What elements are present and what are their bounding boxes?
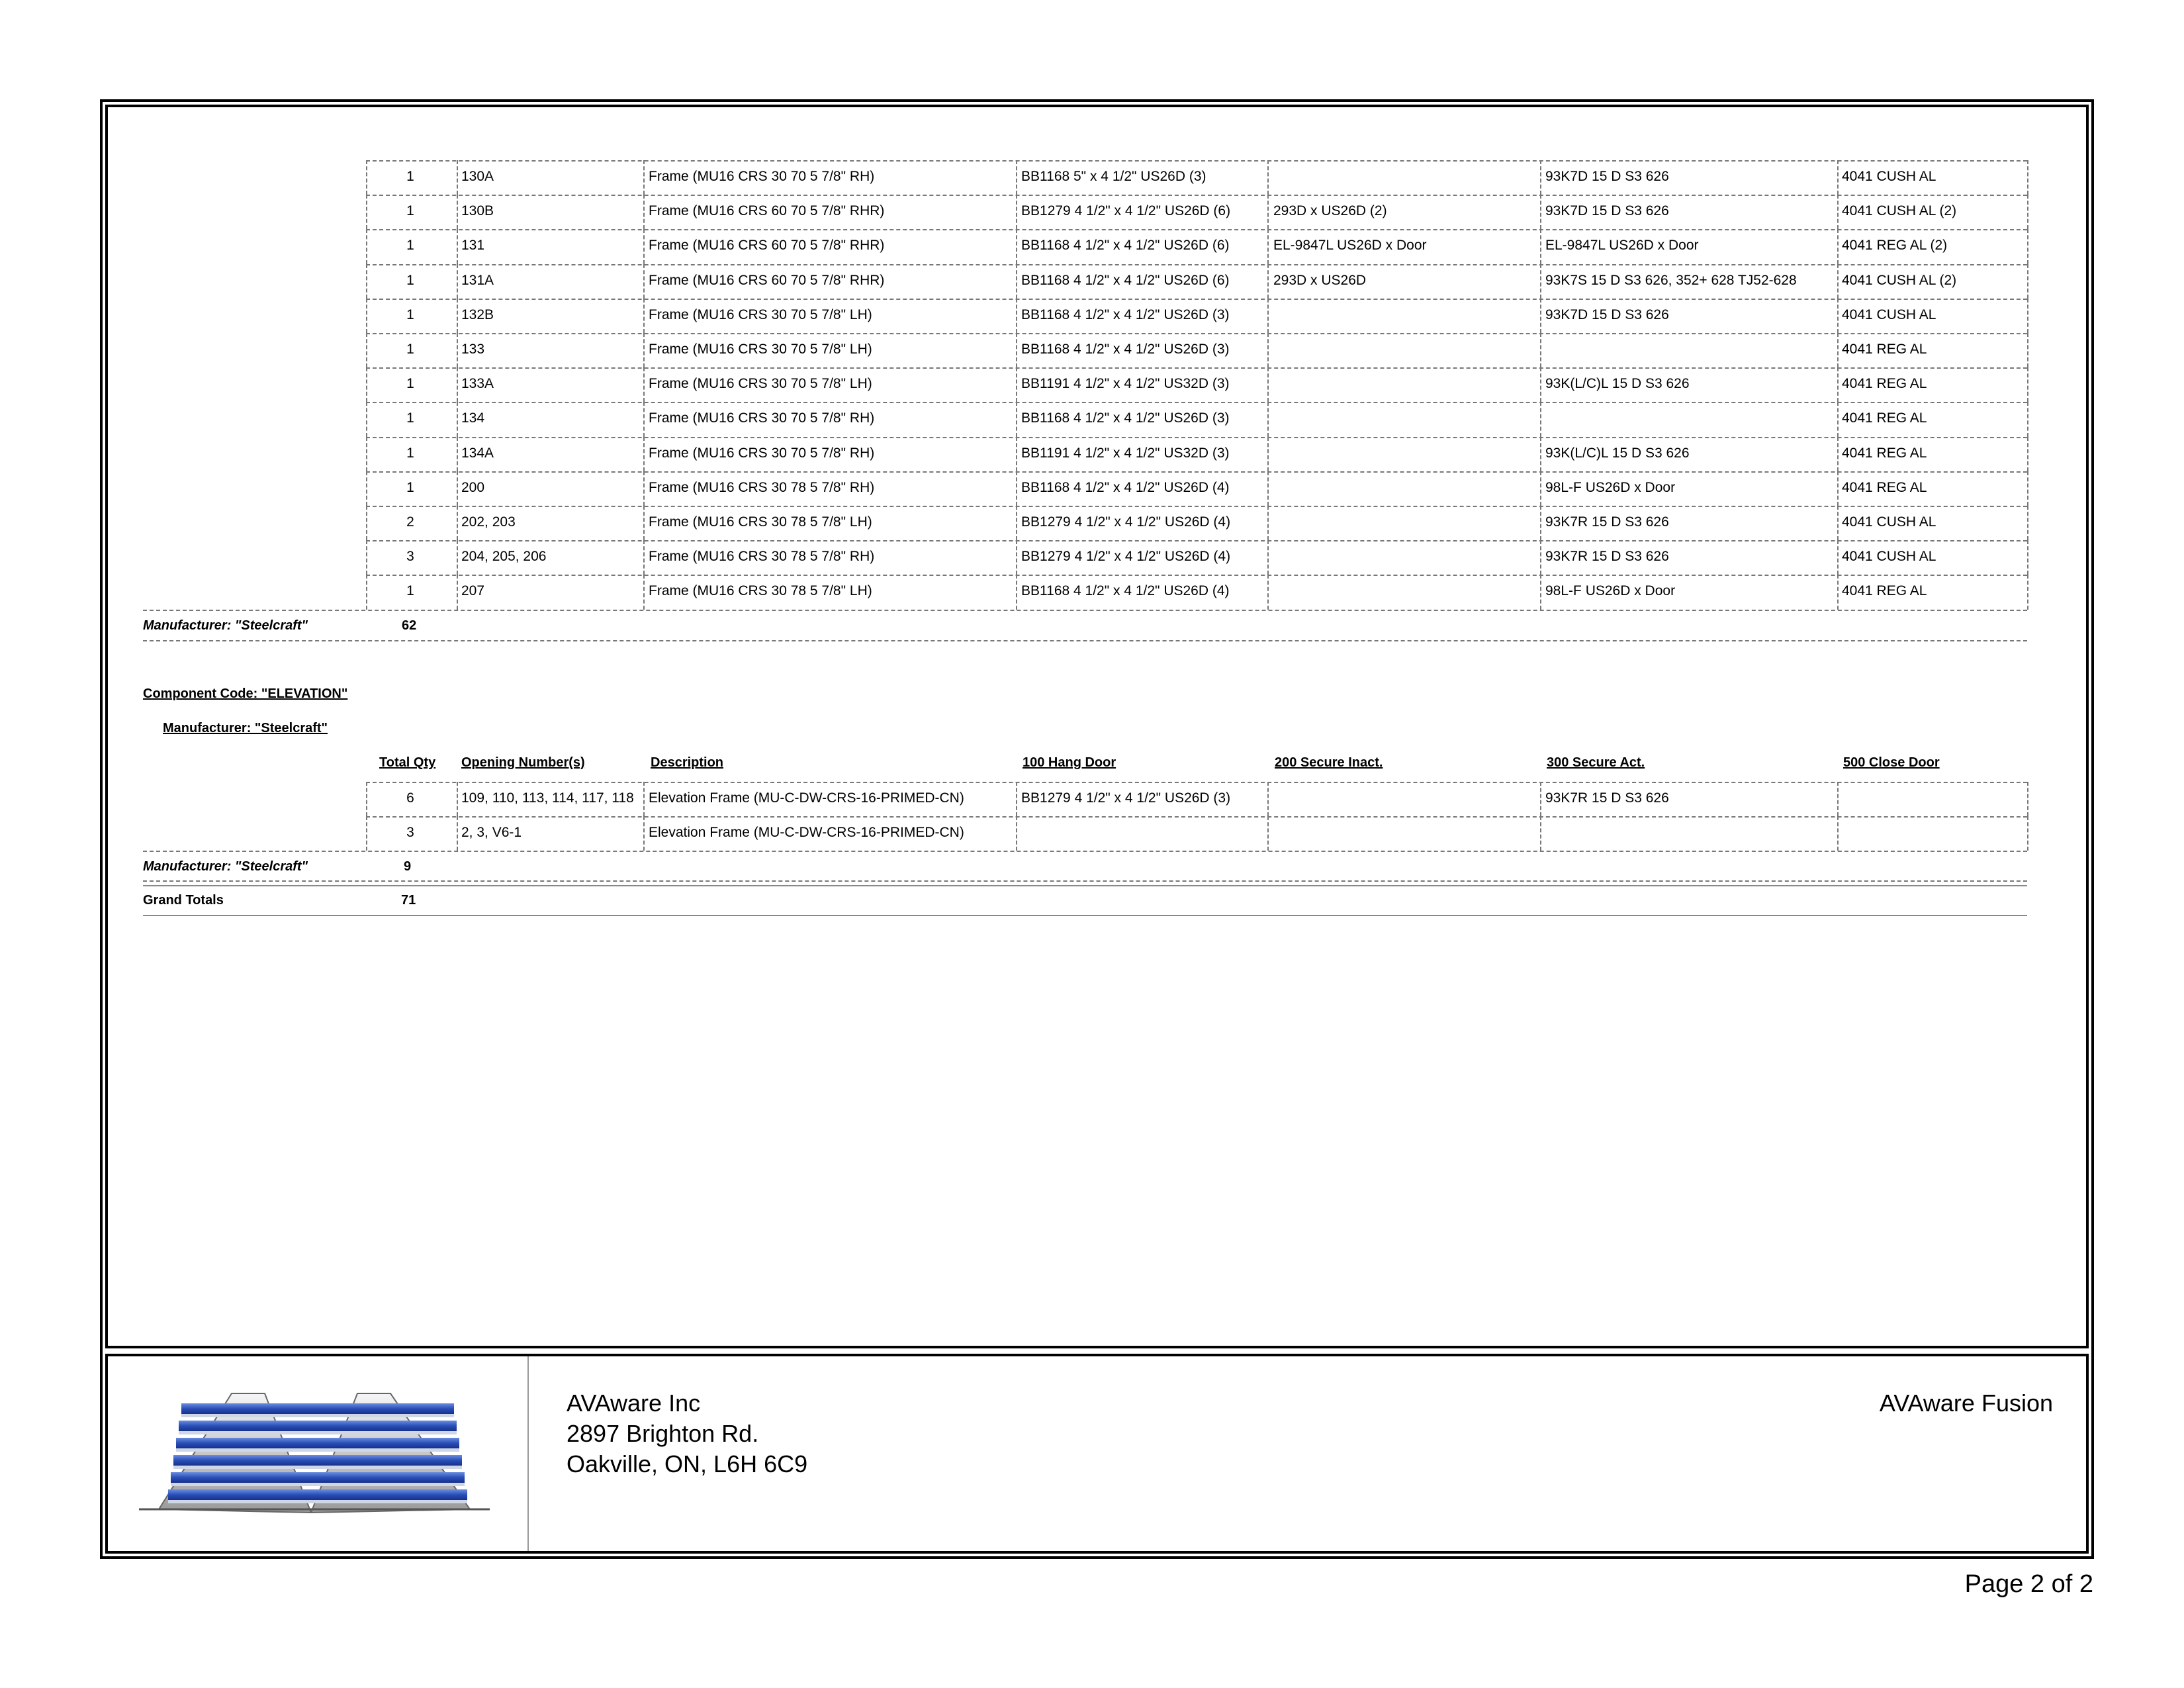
cell-opening: 133A bbox=[461, 376, 494, 392]
column-divider bbox=[1016, 367, 1017, 402]
cell-act: 93K7R 15 D S3 626 bbox=[1545, 790, 1669, 806]
cell-qty: 1 bbox=[406, 445, 414, 461]
column-divider bbox=[366, 437, 367, 471]
cell-desc: Frame (MU16 CRS 30 70 5 7/8" RH) bbox=[649, 445, 875, 461]
column-divider bbox=[643, 160, 645, 195]
column-divider bbox=[1540, 782, 1541, 816]
column-divider bbox=[1016, 264, 1017, 299]
table2-top-line bbox=[366, 782, 2027, 783]
row-divider bbox=[366, 367, 2027, 369]
column-divider bbox=[643, 540, 645, 575]
column-divider bbox=[457, 506, 458, 540]
subtotal2-line bbox=[143, 851, 2027, 852]
cell-desc: Frame (MU16 CRS 30 70 5 7/8" RH) bbox=[649, 410, 875, 426]
cell-qty: 1 bbox=[406, 479, 414, 495]
column-divider bbox=[1540, 575, 1541, 609]
column-divider bbox=[1016, 506, 1017, 540]
product-name: AVAware Fusion bbox=[1879, 1389, 2053, 1417]
cell-inact: 293D x US26D bbox=[1273, 272, 1367, 288]
column-divider bbox=[1837, 229, 1839, 263]
cell-opening: 204, 205, 206 bbox=[461, 549, 547, 565]
column-divider bbox=[2027, 575, 2028, 609]
grand-total-bottom-line bbox=[143, 915, 2027, 916]
column-divider bbox=[1016, 816, 1017, 851]
column-divider bbox=[643, 782, 645, 816]
column-divider bbox=[366, 471, 367, 506]
column-divider bbox=[1267, 333, 1269, 367]
column-divider bbox=[1837, 160, 1839, 195]
column-divider bbox=[366, 402, 367, 436]
column-divider bbox=[366, 195, 367, 229]
column-divider bbox=[1267, 299, 1269, 333]
column-divider bbox=[366, 264, 367, 299]
cell-close: 4041 CUSH AL bbox=[1842, 306, 1936, 322]
column-divider bbox=[643, 264, 645, 299]
column-divider bbox=[1016, 229, 1017, 263]
column-divider bbox=[1837, 195, 1839, 229]
subtotal-value: 62 bbox=[402, 618, 417, 633]
column-divider bbox=[2027, 333, 2028, 367]
column-divider bbox=[457, 782, 458, 816]
cell-close: 4041 CUSH AL (2) bbox=[1842, 203, 1957, 219]
row-divider bbox=[366, 540, 2027, 541]
column-divider bbox=[643, 816, 645, 851]
column-divider bbox=[643, 506, 645, 540]
cell-qty: 2 bbox=[406, 514, 414, 530]
column-divider bbox=[1267, 229, 1269, 263]
subtotal-label: Manufacturer: "Steelcraft" bbox=[143, 618, 308, 633]
column-divider bbox=[2027, 437, 2028, 471]
row-divider bbox=[366, 299, 2027, 300]
row-divider bbox=[366, 471, 2027, 473]
cell-close: 4041 CUSH AL bbox=[1842, 514, 1936, 530]
table-top-line bbox=[366, 160, 2027, 162]
column-divider bbox=[643, 575, 645, 609]
cell-opening: 130B bbox=[461, 203, 494, 219]
column-divider bbox=[643, 299, 645, 333]
cell-opening: 207 bbox=[461, 583, 485, 599]
column-divider bbox=[1267, 816, 1269, 851]
column-divider bbox=[1540, 229, 1541, 263]
row-divider bbox=[366, 506, 2027, 507]
cell-hang: BB1168 4 1/2" x 4 1/2" US26D (3) bbox=[1021, 306, 1230, 322]
subtotal-line bbox=[143, 610, 2027, 611]
row-divider bbox=[366, 229, 2027, 230]
column-divider bbox=[1016, 437, 1017, 471]
cell-close: 4041 REG AL bbox=[1842, 583, 1927, 599]
column-divider bbox=[366, 333, 367, 367]
cell-qty: 1 bbox=[406, 238, 414, 254]
column-header-opening: Opening Number(s) bbox=[461, 755, 585, 770]
footer-divider bbox=[527, 1356, 529, 1551]
cell-close: 4041 REG AL (2) bbox=[1842, 238, 1948, 254]
cell-opening: 200 bbox=[461, 479, 485, 495]
cell-close: 4041 REG AL bbox=[1842, 342, 1927, 357]
cell-close: 4041 REG AL bbox=[1842, 376, 1927, 392]
cell-opening: 134 bbox=[461, 410, 485, 426]
column-divider bbox=[1540, 367, 1541, 402]
cell-act: 93K(L/C)L 15 D S3 626 bbox=[1545, 445, 1690, 461]
cell-desc: Elevation Frame (MU-C-DW-CRS-16-PRIMED-CN) bbox=[649, 825, 964, 841]
row-divider bbox=[366, 816, 2027, 818]
column-divider bbox=[2027, 471, 2028, 506]
cell-hang: BB1168 4 1/2" x 4 1/2" US26D (4) bbox=[1021, 583, 1230, 599]
column-divider bbox=[1267, 782, 1269, 816]
cell-act: 98L-F US26D x Door bbox=[1545, 583, 1676, 599]
cell-hang: BB1191 4 1/2" x 4 1/2" US32D (3) bbox=[1021, 445, 1230, 461]
column-divider bbox=[1267, 506, 1269, 540]
grand-totals-label: Grand Totals bbox=[143, 893, 224, 908]
cell-act: 93K7D 15 D S3 626 bbox=[1545, 169, 1669, 184]
column-divider bbox=[2027, 160, 2028, 195]
column-divider bbox=[366, 575, 367, 609]
cell-qty: 1 bbox=[406, 583, 414, 599]
column-divider bbox=[366, 299, 367, 333]
manufacturer-heading: Manufacturer: "Steelcraft" bbox=[163, 721, 328, 735]
column-divider bbox=[1540, 299, 1541, 333]
column-divider bbox=[1267, 264, 1269, 299]
cell-desc: Elevation Frame (MU-C-DW-CRS-16-PRIMED-CN) bbox=[649, 790, 964, 806]
cell-hang: BB1168 4 1/2" x 4 1/2" US26D (6) bbox=[1021, 272, 1230, 288]
column-divider bbox=[1540, 506, 1541, 540]
column-divider bbox=[457, 575, 458, 609]
cell-act: 93K7D 15 D S3 626 bbox=[1545, 203, 1669, 219]
cell-opening: 131 bbox=[461, 238, 485, 254]
cell-qty: 1 bbox=[406, 410, 414, 426]
cell-opening: 133 bbox=[461, 342, 485, 357]
column-divider bbox=[643, 471, 645, 506]
column-divider bbox=[366, 540, 367, 575]
column-divider bbox=[1016, 195, 1017, 229]
column-divider bbox=[1837, 540, 1839, 575]
column-divider bbox=[1540, 160, 1541, 195]
subtotal2-label: Manufacturer: "Steelcraft" bbox=[143, 859, 308, 874]
cell-close: 4041 REG AL bbox=[1842, 410, 1927, 426]
cell-act: 98L-F US26D x Door bbox=[1545, 479, 1676, 495]
column-divider bbox=[1016, 160, 1017, 195]
column-divider bbox=[1267, 402, 1269, 436]
cell-qty: 1 bbox=[406, 169, 414, 184]
column-divider bbox=[2027, 264, 2028, 299]
column-divider bbox=[1540, 471, 1541, 506]
cell-close: 4041 CUSH AL bbox=[1842, 549, 1936, 565]
cell-qty: 6 bbox=[406, 790, 414, 806]
column-divider bbox=[1837, 333, 1839, 367]
subtotal-bottom-line bbox=[143, 640, 2027, 641]
cell-hang: BB1168 5" x 4 1/2" US26D (3) bbox=[1021, 169, 1206, 184]
cell-desc: Frame (MU16 CRS 30 70 5 7/8" LH) bbox=[649, 376, 872, 392]
column-divider bbox=[366, 506, 367, 540]
column-divider bbox=[1267, 540, 1269, 575]
cell-opening: 130A bbox=[461, 169, 494, 184]
column-divider bbox=[457, 471, 458, 506]
cell-close: 4041 REG AL bbox=[1842, 445, 1927, 461]
column-header-close: 500 Close Door bbox=[1843, 755, 1940, 770]
cell-hang: BB1168 4 1/2" x 4 1/2" US26D (3) bbox=[1021, 410, 1230, 426]
column-divider bbox=[1540, 437, 1541, 471]
column-divider bbox=[366, 367, 367, 402]
row-divider bbox=[366, 195, 2027, 196]
column-divider bbox=[643, 333, 645, 367]
column-divider bbox=[643, 229, 645, 263]
column-divider bbox=[1540, 264, 1541, 299]
column-divider bbox=[1540, 195, 1541, 229]
cell-act: 93K7R 15 D S3 626 bbox=[1545, 514, 1669, 530]
cell-qty: 3 bbox=[406, 549, 414, 565]
column-divider bbox=[1016, 333, 1017, 367]
column-divider bbox=[2027, 229, 2028, 263]
cell-desc: Frame (MU16 CRS 30 70 5 7/8" RH) bbox=[649, 169, 875, 184]
column-divider bbox=[1267, 575, 1269, 609]
column-header-hang: 100 Hang Door bbox=[1023, 755, 1116, 770]
cell-act: 93K7D 15 D S3 626 bbox=[1545, 306, 1669, 322]
column-divider bbox=[2027, 506, 2028, 540]
column-divider bbox=[1016, 299, 1017, 333]
column-divider bbox=[643, 367, 645, 402]
cell-qty: 1 bbox=[406, 203, 414, 219]
column-divider bbox=[1267, 471, 1269, 506]
column-divider bbox=[2027, 402, 2028, 436]
cell-hang: BB1168 4 1/2" x 4 1/2" US26D (4) bbox=[1021, 479, 1230, 495]
column-divider bbox=[457, 195, 458, 229]
column-divider bbox=[457, 367, 458, 402]
column-divider bbox=[1540, 816, 1541, 851]
cell-qty: 3 bbox=[406, 825, 414, 841]
column-divider bbox=[1267, 367, 1269, 402]
column-divider bbox=[1016, 782, 1017, 816]
column-divider bbox=[1540, 402, 1541, 436]
column-divider bbox=[643, 437, 645, 471]
column-divider bbox=[2027, 782, 2028, 816]
cell-act: EL-9847L US26D x Door bbox=[1545, 238, 1699, 254]
row-divider bbox=[366, 333, 2027, 334]
component-code-heading: Component Code: "ELEVATION" bbox=[143, 686, 348, 701]
cell-opening: 132B bbox=[461, 306, 494, 322]
column-divider bbox=[1267, 160, 1269, 195]
column-divider bbox=[1837, 575, 1839, 609]
company-address-line1: 2897 Brighton Rd. bbox=[567, 1420, 759, 1447]
column-divider bbox=[1837, 367, 1839, 402]
cell-hang: BB1279 4 1/2" x 4 1/2" US26D (4) bbox=[1021, 514, 1231, 530]
column-divider bbox=[2027, 816, 2028, 851]
column-divider bbox=[1837, 264, 1839, 299]
column-divider bbox=[457, 229, 458, 263]
cell-qty: 1 bbox=[406, 272, 414, 288]
column-divider bbox=[1016, 540, 1017, 575]
cell-desc: Frame (MU16 CRS 60 70 5 7/8" RHR) bbox=[649, 203, 885, 219]
column-divider bbox=[2027, 195, 2028, 229]
column-divider bbox=[1267, 437, 1269, 471]
column-divider bbox=[457, 333, 458, 367]
column-divider bbox=[457, 264, 458, 299]
cell-opening: 131A bbox=[461, 272, 494, 288]
subtotal2-bottom-line bbox=[143, 880, 2027, 882]
cell-act: 93K7R 15 D S3 626 bbox=[1545, 549, 1669, 565]
cell-desc: Frame (MU16 CRS 30 78 5 7/8" RH) bbox=[649, 479, 875, 495]
cell-desc: Frame (MU16 CRS 60 70 5 7/8" RHR) bbox=[649, 238, 885, 254]
company-address-line2: Oakville, ON, L6H 6C9 bbox=[567, 1450, 808, 1477]
cell-desc: Frame (MU16 CRS 30 78 5 7/8" RH) bbox=[649, 549, 875, 565]
cell-close: 4041 CUSH AL (2) bbox=[1842, 272, 1957, 288]
column-divider bbox=[2027, 367, 2028, 402]
subtotal2-value: 9 bbox=[404, 859, 412, 874]
column-header-qty: Total Qty bbox=[379, 755, 436, 770]
cell-hang: BB1168 4 1/2" x 4 1/2" US26D (6) bbox=[1021, 238, 1230, 254]
cell-desc: Frame (MU16 CRS 60 70 5 7/8" RHR) bbox=[649, 272, 885, 288]
cell-desc: Frame (MU16 CRS 30 78 5 7/8" LH) bbox=[649, 583, 872, 599]
column-divider bbox=[2027, 540, 2028, 575]
cell-desc: Frame (MU16 CRS 30 78 5 7/8" LH) bbox=[649, 514, 872, 530]
column-header-desc: Description bbox=[651, 755, 724, 770]
page-number: Page 2 of 2 bbox=[1964, 1570, 2093, 1598]
cell-hang: BB1168 4 1/2" x 4 1/2" US26D (3) bbox=[1021, 342, 1230, 357]
column-divider bbox=[1540, 540, 1541, 575]
cell-opening: 109, 110, 113, 114, 117, 118 bbox=[461, 790, 634, 806]
cell-opening: 2, 3, V6-1 bbox=[461, 825, 522, 841]
cell-hang: BB1279 4 1/2" x 4 1/2" US26D (4) bbox=[1021, 549, 1231, 565]
column-divider bbox=[457, 816, 458, 851]
column-header-act: 300 Secure Act. bbox=[1547, 755, 1645, 770]
grand-totals-value: 71 bbox=[401, 893, 416, 908]
column-divider bbox=[1837, 299, 1839, 333]
cell-opening: 202, 203 bbox=[461, 514, 516, 530]
column-divider bbox=[2027, 299, 2028, 333]
row-divider bbox=[366, 575, 2027, 576]
column-divider bbox=[1267, 195, 1269, 229]
column-divider bbox=[1016, 402, 1017, 436]
column-divider bbox=[457, 540, 458, 575]
column-divider bbox=[1016, 575, 1017, 609]
column-header-inact: 200 Secure Inact. bbox=[1275, 755, 1383, 770]
cell-hang: BB1279 4 1/2" x 4 1/2" US26D (3) bbox=[1021, 790, 1231, 806]
cell-inact: EL-9847L US26D x Door bbox=[1273, 238, 1427, 254]
cell-opening: 134A bbox=[461, 445, 494, 461]
cell-qty: 1 bbox=[406, 342, 414, 357]
column-divider bbox=[457, 299, 458, 333]
row-divider bbox=[366, 402, 2027, 403]
column-divider bbox=[1540, 333, 1541, 367]
column-divider bbox=[1837, 506, 1839, 540]
grand-total-top-line bbox=[143, 885, 2027, 886]
cell-hang: BB1191 4 1/2" x 4 1/2" US32D (3) bbox=[1021, 376, 1230, 392]
cell-close: 4041 CUSH AL bbox=[1842, 169, 1936, 184]
avaware-logo bbox=[139, 1387, 496, 1523]
column-divider bbox=[1837, 471, 1839, 506]
cell-qty: 1 bbox=[406, 376, 414, 392]
column-divider bbox=[457, 402, 458, 436]
column-divider bbox=[1016, 471, 1017, 506]
column-divider bbox=[1837, 402, 1839, 436]
column-divider bbox=[1837, 437, 1839, 471]
column-divider bbox=[366, 160, 367, 195]
column-divider bbox=[366, 782, 367, 816]
cell-act: 93K(L/C)L 15 D S3 626 bbox=[1545, 376, 1690, 392]
cell-desc: Frame (MU16 CRS 30 70 5 7/8" LH) bbox=[649, 306, 872, 322]
cell-close: 4041 REG AL bbox=[1842, 479, 1927, 495]
company-name: AVAware Inc bbox=[567, 1389, 701, 1417]
column-divider bbox=[643, 402, 645, 436]
cell-act: 93K7S 15 D S3 626, 352+ 628 TJ52-628 bbox=[1545, 272, 1797, 288]
report-body-border bbox=[105, 105, 2089, 1348]
column-divider bbox=[1837, 816, 1839, 851]
cell-desc: Frame (MU16 CRS 30 70 5 7/8" LH) bbox=[649, 342, 872, 357]
cell-inact: 293D x US26D (2) bbox=[1273, 203, 1387, 219]
column-divider bbox=[366, 816, 367, 851]
row-divider bbox=[366, 264, 2027, 265]
column-divider bbox=[457, 437, 458, 471]
column-divider bbox=[643, 195, 645, 229]
column-divider bbox=[1837, 782, 1839, 816]
cell-hang: BB1279 4 1/2" x 4 1/2" US26D (6) bbox=[1021, 203, 1231, 219]
column-divider bbox=[366, 229, 367, 263]
cell-qty: 1 bbox=[406, 306, 414, 322]
column-divider bbox=[457, 160, 458, 195]
row-divider bbox=[366, 437, 2027, 438]
